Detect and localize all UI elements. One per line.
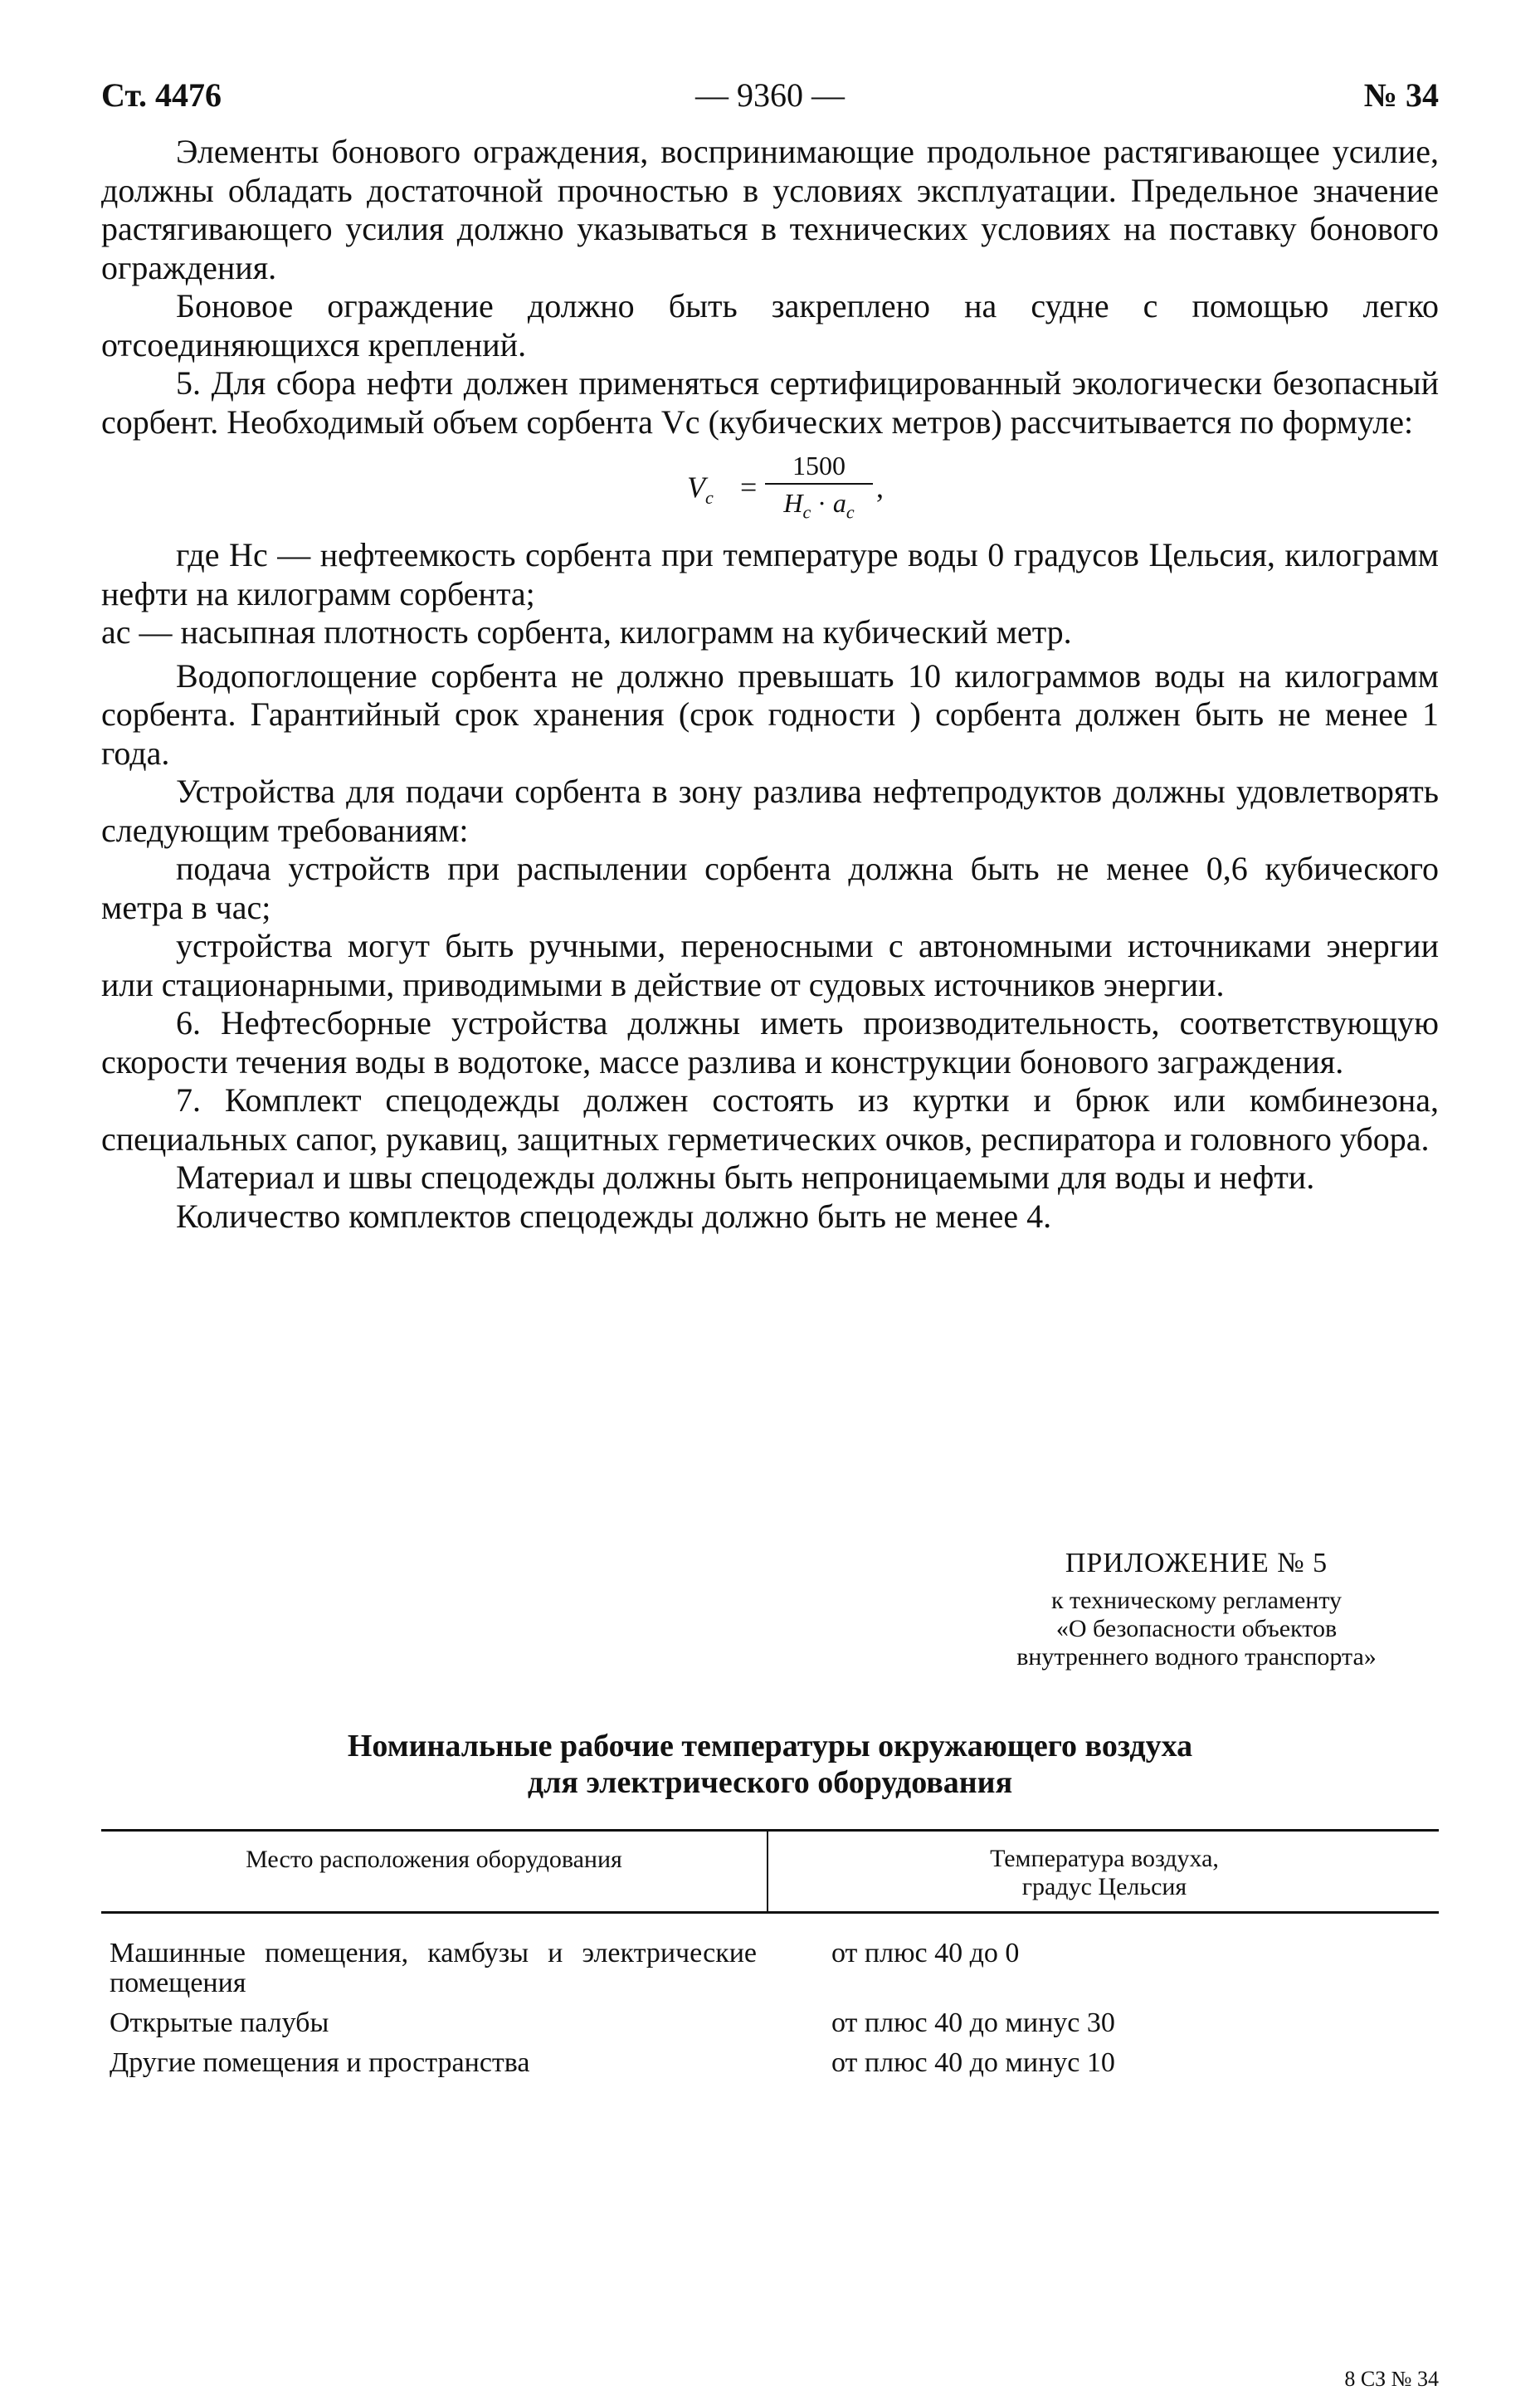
appendix-subtitle: к техническому регламенту «О безопасности объектов внутреннего водного транспорта»: [1016, 1587, 1377, 1671]
cell-location: Другие помещения и пространства: [110, 2047, 530, 2078]
column-header-location: Место расположения оборудования: [101, 1832, 768, 1911]
paragraph: 7. Комплект спецодежды должен состоять из куртки и брюк или комбинезона, специальных сапог, рукавиц, защитных герметических очков, респиратора и головного убора.: [101, 1081, 1439, 1158]
formula-denominator: $H_c \cdot a_c$: [783, 488, 855, 523]
appendix-title: ПРИЛОЖЕНИЕ № 5: [1065, 1548, 1328, 1578]
paragraph: Боновое ограждение должно быть закреплено на судне с помощью легко отсоединяющихся креплений.: [101, 287, 1439, 363]
fraction-bar: [765, 483, 873, 485]
page-header: [101, 75, 1439, 124]
paragraph: ac — насыпная плотность сорбента, килограмм на кубический метр.: [101, 613, 1072, 651]
formula-lhs: $V_c$: [687, 471, 714, 509]
cell-location: Машинные помещения, камбузы и электрические помещения: [110, 1938, 757, 1998]
article-number: Ст. 4476: [101, 76, 222, 114]
body-text: [101, 133, 1439, 1236]
formula-numerator: 1500: [792, 451, 846, 480]
cell-temperature: от плюс 40 до минус 10: [831, 2047, 1115, 2078]
paragraph: подача устройств при распылении сорбента должна быть не менее 0,6 кубического метра в час;: [101, 850, 1439, 926]
cell-location: Открытые палубы: [110, 2007, 329, 2038]
table-title: Номинальные рабочие температуры окружающего воздуха для электрического оборудования: [347, 1729, 1193, 1800]
cell-temperature: от плюс 40 до минус 30: [831, 2007, 1115, 2038]
table-header: [101, 1829, 1439, 1914]
paragraph: где Hc — нефтеемкость сорбента при температуре воды 0 градусов Цельсия, килограмм нефти на килограмм сорбента;: [101, 536, 1439, 612]
paragraph: Водопоглощение сорбента не должно превышать 10 килограммов воды на килограмм сорбента. Гарантийный срок хранения (срок годности ) сорбента должен быть не менее 1 года.: [101, 656, 1439, 772]
paragraph: Устройства для подачи сорбента в зону разлива нефтепродуктов должны удовлетворять следующим требованиям:: [101, 773, 1439, 849]
column-header-temperature: Температура воздуха, градус Цельсия: [990, 1845, 1219, 1900]
paragraph: Элементы бонового ограждения, воспринимающие продольное растягивающее усилие, должны обладать достаточной прочностью в условиях эксплуатации. Предельное значение растягивающего усилия должно указываться в технических условиях на поставку бонового ограждения.: [101, 133, 1439, 286]
page-footer: 8 СЗ № 34: [1344, 2367, 1439, 2391]
formula-trail: ,: [876, 471, 884, 504]
table-row: [101, 1939, 1439, 1998]
table-row: [101, 2008, 1439, 2038]
table-body: [101, 1939, 1439, 2078]
paragraph: устройства могут быть ручными, переносными с автономными источниками энергии или стационарными, приводимыми в действие от судовых источников энергии.: [101, 927, 1439, 1003]
paragraph: 6. Нефтесборные устройства должны иметь производительность, соответствующую скорости течения воды в водотоке, массе разлива и конструкции бонового заграждения.: [101, 1004, 1439, 1080]
paragraph: 5. Для сбора нефти должен применяться сертифицированный экологически безопасный сорбент. Необходимый объем сорбента Vc (кубических метров) рассчитывается по формуле:: [101, 364, 1439, 441]
paragraph: Количество комплектов спецодежды должно быть не менее 4.: [176, 1197, 1052, 1235]
formula-equals: =: [740, 471, 758, 504]
appendix-heading: [954, 1545, 1439, 1671]
sorbent-volume-formula: [101, 450, 1439, 524]
cell-temperature: от плюс 40 до 0: [831, 1938, 1020, 1968]
formula-fraction: [765, 450, 873, 529]
table-row: [101, 2048, 1439, 2078]
page-number: — 9360 —: [695, 76, 845, 114]
issue-number: № 34: [1363, 76, 1439, 114]
temperature-table: [101, 1829, 1439, 2088]
paragraph: Материал и швы спецодежды должны быть непроницаемыми для воды и нефти.: [176, 1159, 1315, 1196]
